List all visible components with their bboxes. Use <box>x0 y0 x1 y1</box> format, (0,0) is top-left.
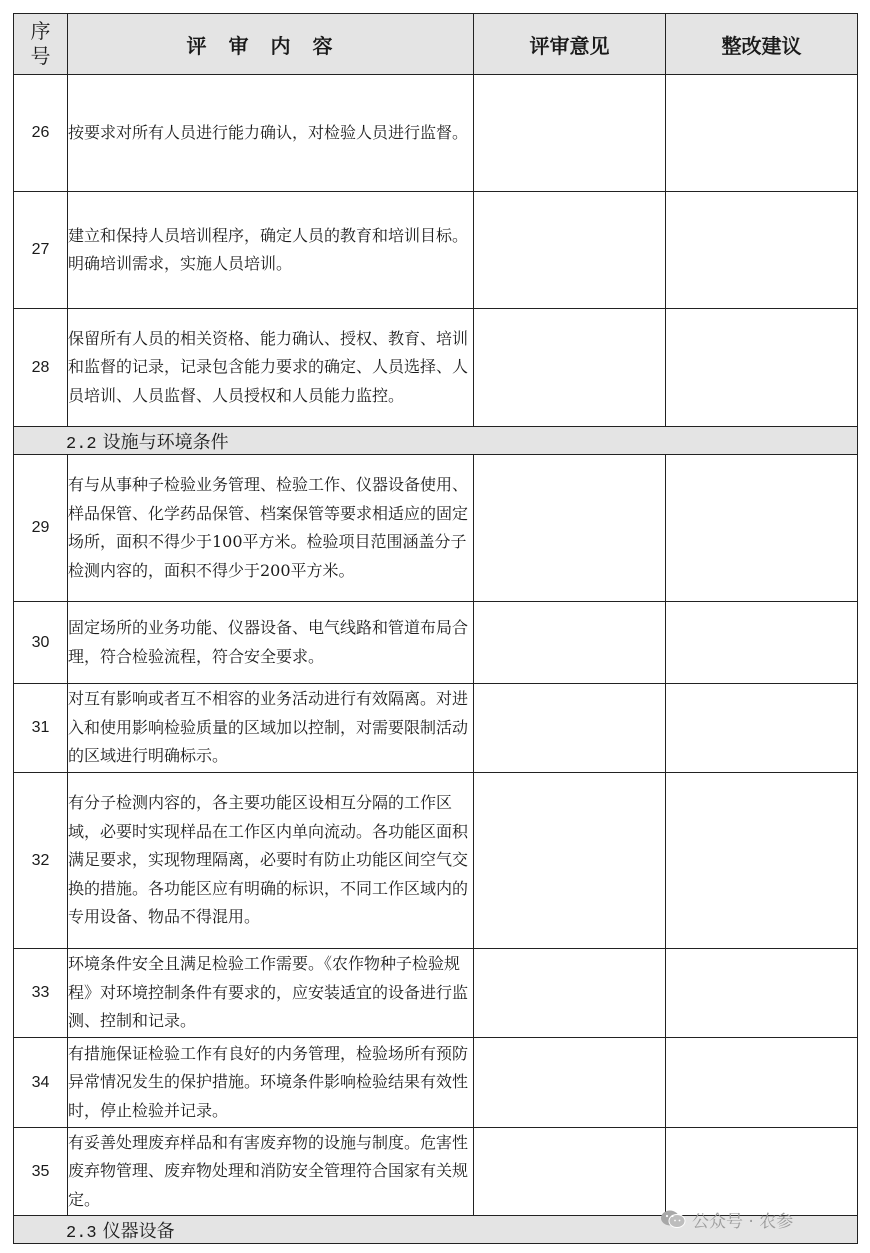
row-number: 31 <box>14 684 68 773</box>
opinion-cell[interactable] <box>474 192 666 309</box>
section-title: 设施与环境条件 <box>102 431 229 453</box>
suggestion-cell[interactable] <box>666 949 858 1038</box>
suggestion-cell[interactable] <box>666 75 858 192</box>
table-row <box>14 684 858 773</box>
table-row <box>14 455 858 602</box>
row-content: 对互有影响或者互不相容的业务活动进行有效隔离。对进入和使用影响检验质量的区域加以控制，对需要限制活动的区域进行明确标示。 <box>68 684 474 773</box>
section-row <box>14 427 858 455</box>
header-row <box>14 14 858 75</box>
opinion-cell[interactable] <box>474 1038 666 1128</box>
table-row <box>14 602 858 684</box>
row-number: 28 <box>14 309 68 427</box>
section-number: 2.2 <box>66 434 97 454</box>
row-number: 29 <box>14 455 68 602</box>
watermark-text: 公众号 · 农参 <box>692 1211 794 1232</box>
table-row <box>14 75 858 192</box>
row-number: 33 <box>14 949 68 1038</box>
row-content: 保留所有人员的相关资格、能力确认、授权、教育、培训和监督的记录，记录包含能力要求的确定、人员选择、人员培训、人员监督、人员授权和人员能力监控。 <box>68 309 474 427</box>
row-number: 32 <box>14 773 68 949</box>
suggestion-cell[interactable] <box>666 684 858 773</box>
suggestion-cell[interactable] <box>666 602 858 684</box>
row-number: 35 <box>14 1128 68 1216</box>
suggestion-cell[interactable] <box>666 773 858 949</box>
row-content: 按要求对所有人员进行能力确认，对检验人员进行监督。 <box>68 75 474 192</box>
suggestion-cell[interactable] <box>666 1128 858 1216</box>
row-number: 30 <box>14 602 68 684</box>
review-table <box>13 13 858 1244</box>
header-opinion: 评审意见 <box>474 14 666 75</box>
section-number: 2.3 <box>66 1223 97 1243</box>
suggestion-cell[interactable] <box>666 192 858 309</box>
suggestion-cell[interactable] <box>666 1038 858 1128</box>
row-number: 34 <box>14 1038 68 1128</box>
opinion-cell[interactable] <box>474 602 666 684</box>
table-row <box>14 949 858 1038</box>
header-no-line2: 号 <box>30 44 51 68</box>
table-row <box>14 192 858 309</box>
opinion-cell[interactable] <box>474 773 666 949</box>
row-content: 固定场所的业务功能、仪器设备、电气线路和管道布局合理，符合检验流程，符合安全要求。 <box>68 602 474 684</box>
header-suggestion: 整改建议 <box>666 14 858 75</box>
watermark <box>660 1206 793 1232</box>
table-row <box>14 1038 858 1128</box>
table-row <box>14 309 858 427</box>
suggestion-cell[interactable] <box>666 309 858 427</box>
opinion-cell[interactable] <box>474 684 666 773</box>
header-content: 评审内容 <box>68 14 474 75</box>
opinion-cell[interactable] <box>474 455 666 602</box>
section-title: 仪器设备 <box>102 1220 175 1242</box>
row-content: 环境条件安全且满足检验工作需要。《农作物种子检验规程》对环境控制条件有要求的，应安装适宜的设备进行监测、控制和记录。 <box>68 949 474 1038</box>
row-content: 有与从事种子检验业务管理、检验工作、仪器设备使用、样品保管、化学药品保管、档案保管等要求相适应的固定场所，面积不得少于100平方米。检验项目范围涵盖分子检测内容的，面积不得少于200平方米。 <box>68 455 474 602</box>
opinion-cell[interactable] <box>474 75 666 192</box>
opinion-cell[interactable] <box>474 309 666 427</box>
table-row <box>14 773 858 949</box>
row-content: 有措施保证检验工作有良好的内务管理，检验场所有预防异常情况发生的保护措施。环境条件影响检验结果有效性时，停止检验并记录。 <box>68 1038 474 1128</box>
header-no <box>14 14 68 75</box>
row-number: 27 <box>14 192 68 309</box>
header-no-line1: 序 <box>30 19 51 43</box>
row-content: 建立和保持人员培训程序，确定人员的教育和培训目标。明确培训需求，实施人员培训。 <box>68 192 474 309</box>
row-content: 有妥善处理废弃样品和有害废弃物的设施与制度。危害性废弃物管理、废弃物处理和消防安全管理符合国家有关规定。 <box>68 1128 474 1216</box>
row-content: 有分子检测内容的，各主要功能区设相互分隔的工作区域，必要时实现样品在工作区内单向流动。各功能区面积满足要求，实现物理隔离，必要时有防止功能区间空气交换的措施。各功能区应有明确的标识，不同工作区域内的专用设备、物品不得混用。 <box>68 773 474 949</box>
row-number: 26 <box>14 75 68 192</box>
suggestion-cell[interactable] <box>666 455 858 602</box>
opinion-cell[interactable] <box>474 949 666 1038</box>
table-row <box>14 1128 858 1216</box>
opinion-cell[interactable] <box>474 1128 666 1216</box>
wechat-icon <box>660 1209 686 1229</box>
section-heading <box>14 427 858 455</box>
